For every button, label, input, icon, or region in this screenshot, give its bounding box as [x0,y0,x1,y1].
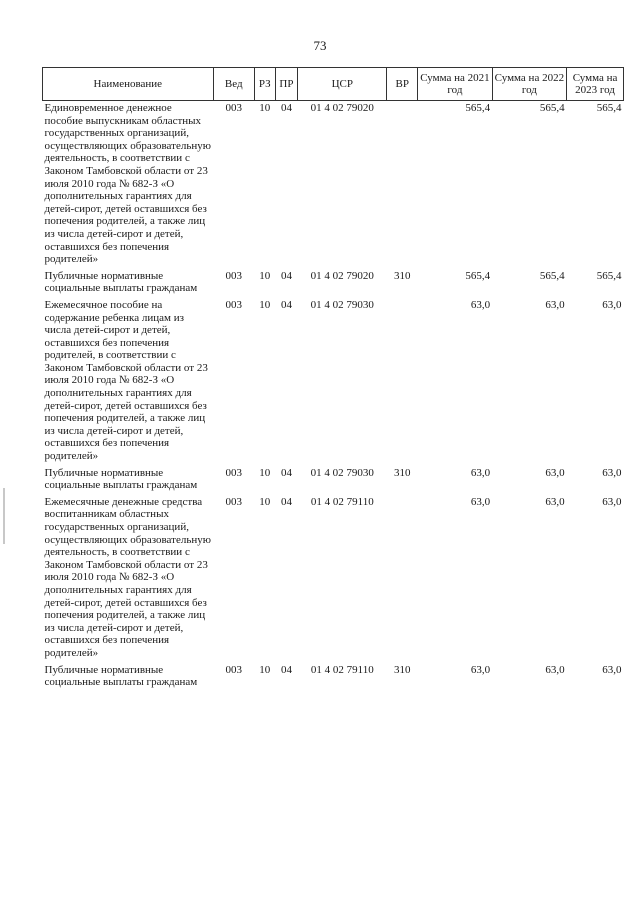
row-sum-2023: 565,4 [596,102,622,114]
page-number: 73 [313,38,327,53]
row-sum-2022: 63,0 [545,466,565,479]
row-sum-2021: 63,0 [470,495,491,508]
table-row [43,495,624,663]
row-sum-2021: 565,4 [465,102,491,114]
budget-table-container [42,67,624,692]
row-vr: 310 [393,269,411,282]
table-row [43,298,624,466]
header-name: Наименование [43,68,214,101]
row-sum-2022: 565,4 [539,102,565,114]
row-csr: 01 4 02 79020 [310,102,374,114]
header-row [43,68,624,101]
row-sum-2022: 63,0 [545,663,565,676]
row-sum-2023: 63,0 [602,663,622,676]
row-sum-2022: 63,0 [545,495,565,508]
row-rz: 10 [259,495,271,508]
header-ved: Вед [213,68,254,101]
row-rz: 10 [259,466,271,479]
row-sum-2021: 565,4 [465,269,491,282]
row-vr [387,298,418,466]
row-sum-2023: 565,4 [596,269,622,282]
table-body [43,101,624,692]
row-pr: 04 [280,466,292,479]
row-sum-2023: 63,0 [602,495,622,508]
row-name: Публичные нормативные социальные выплаты гражданам [44,269,198,295]
row-ved: 003 [225,269,242,282]
row-rz: 10 [259,663,271,676]
header-csr: ЦСР [298,68,387,101]
row-vr: 310 [393,663,411,676]
row-pr: 04 [280,663,292,676]
row-name: Единовременное денежное пособие выпускникам областных государственных организаций, осуществляющих образовательную деятельность, в соответствии с Законом Тамбовской области от 23 июля 2010 года № 682-З «О дополнительных гарантиях для детей-сирот, детей оставшихся без попечения родителей, а также лиц из числа детей-сирот и детей, оставшихся без попечения родителей» [44,102,211,266]
row-pr: 04 [280,298,292,311]
row-sum-2021: 63,0 [470,663,491,676]
row-ved: 003 [225,102,242,114]
row-ved: 003 [225,663,242,676]
row-csr: 01 4 02 79030 [310,298,374,311]
row-sum-2021: 63,0 [470,466,491,479]
row-pr: 04 [280,495,292,508]
row-csr: 01 4 02 79110 [310,663,374,676]
row-vr: 310 [393,466,411,479]
row-name: Ежемесячное пособие на содержание ребенка лицам из числа детей-сирот и детей, оставшихся без попечения родителей, в соответствии с Законом Тамбовской области от 23 июля 2010 года № 682-З «О дополнительных гарантиях для детей-сирот, детей оставшихся без попечения родителей, а также лиц из числа детей-сирот и детей, оставшихся без попечения родителей» [44,298,208,463]
row-csr: 01 4 02 79110 [310,495,374,508]
row-rz: 10 [259,269,271,282]
row-ved: 003 [225,298,242,311]
row-pr: 04 [280,269,292,282]
row-sum-2023: 63,0 [602,298,622,311]
scan-edge-mark [3,488,5,544]
row-ved: 003 [225,495,242,508]
header-rz: РЗ [254,68,275,101]
budget-table [42,67,624,692]
row-vr [387,101,418,269]
row-vr [387,495,418,663]
row-name: Публичные нормативные социальные выплаты гражданам [44,466,198,492]
header-sum-2021: Сумма на 2021 год [418,68,492,101]
row-pr: 04 [280,102,292,114]
row-ved: 003 [225,466,242,479]
row-csr: 01 4 02 79020 [310,269,374,282]
table-header [43,68,624,101]
table-row [43,269,624,298]
row-rz: 10 [259,102,271,114]
row-sum-2023: 63,0 [602,466,622,479]
table-row [43,101,624,269]
row-name: Ежемесячные денежные средства воспитанникам областных государственных организаций, осуществляющих образовательную деятельность, в соответствии с Законом Тамбовской области от 23 июля 2010 года № 682-З «О дополнительных гарантиях для детей-сирот, детей оставшихся без попечения родителей, а также лиц из числа детей-сирот и детей, оставшихся без попечения родителей» [44,495,211,659]
header-sum-2023: Сумма на 2023 год [567,68,624,101]
table-row [43,663,624,692]
row-sum-2022: 63,0 [545,298,565,311]
header-vr: ВР [387,68,418,101]
header-sum-2022: Сумма на 2022 год [492,68,566,101]
row-csr: 01 4 02 79030 [310,466,374,479]
row-rz: 10 [259,298,271,311]
row-sum-2022: 565,4 [539,269,565,282]
table-row [43,466,624,495]
row-sum-2021: 63,0 [470,298,491,311]
row-name: Публичные нормативные социальные выплаты гражданам [44,663,198,689]
header-pr: ПР [275,68,298,101]
